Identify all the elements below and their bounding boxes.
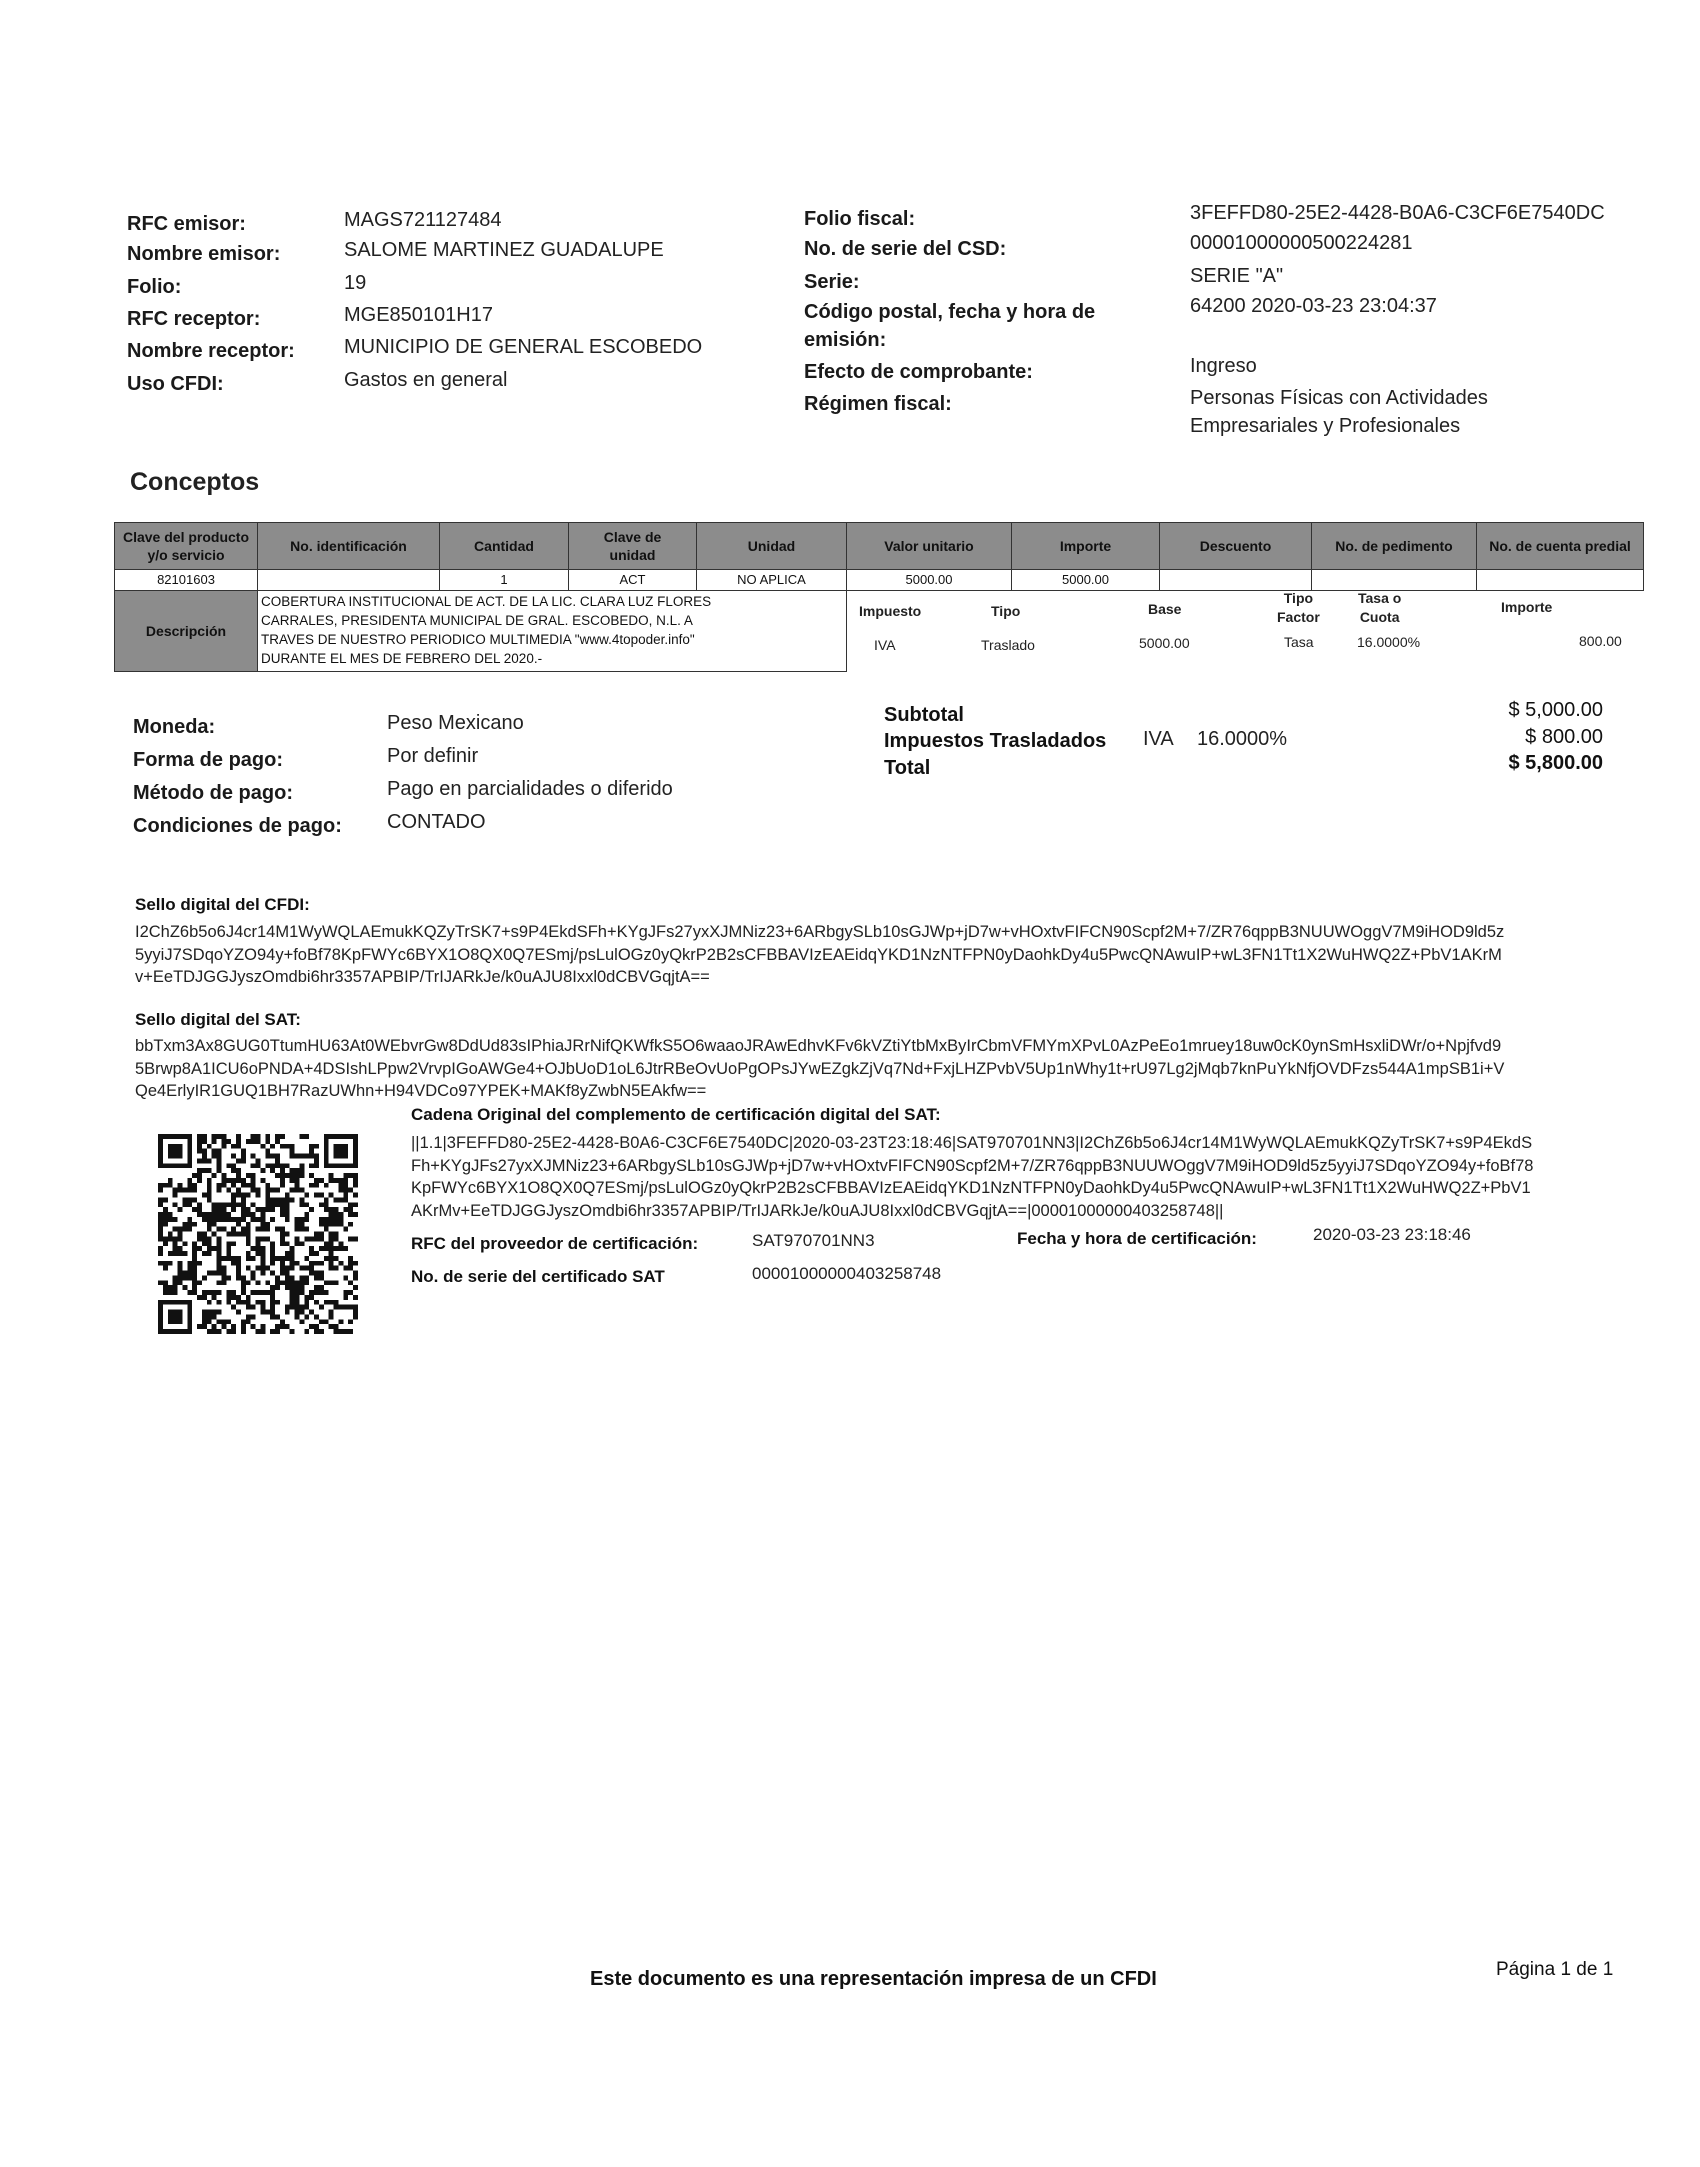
efecto-label: Efecto de comprobante: <box>804 361 1033 383</box>
concept-row <box>115 570 1644 591</box>
serie-csd-value: 00001000000500224281 <box>1190 232 1413 254</box>
uso-cfdi-label: Uso CFDI: <box>127 373 224 395</box>
cell-no-pedimento <box>1312 570 1477 591</box>
folio-value: 19 <box>344 272 367 294</box>
impuestos-tipo: IVA <box>1143 728 1174 750</box>
regimen-value <box>1190 384 1488 440</box>
cadena-line: AKrMv+EeTDJGGJyszOmdbi6hr3357APBIP/TrIJARkJe/k0uAJU8Ixxl0dCBVGqjtA==|00001000000403258748|| <box>411 1201 1224 1220</box>
descripcion-text <box>258 591 847 672</box>
cadena-line: Fh+KYgJFs27yxXJMNiz23+6ARbgySLb10sGJWp+jD7w+vHOxtvFIFCN90Scpf2M+7/ZR76qppB3NUUWOggV7M9iHOD9ld5z5yyiJ7SDqoYZO94y+foBf78 <box>411 1156 1534 1175</box>
th-clave-unidad-l2: unidad <box>609 547 656 563</box>
serie-certificado-label: No. de serie del certificado SAT <box>411 1267 665 1286</box>
tax-impuesto: IVA <box>874 637 896 653</box>
sello-cfdi-title: Sello digital del CFDI: <box>135 895 310 914</box>
metodo-pago-label: Método de pago: <box>133 782 293 804</box>
cell-no-identificacion <box>258 570 440 591</box>
th-clave-producto-l2: y/o servicio <box>147 547 225 563</box>
tax-h-base: Base <box>1148 601 1182 617</box>
sello-sat-title: Sello digital del SAT: <box>135 1010 301 1029</box>
descripcion-line: COBERTURA INSTITUCIONAL DE ACT. DE LA LIC. CLARA LUZ FLORES <box>261 594 712 609</box>
folio-fiscal-value: 3FEFFD80-25E2-4428-B0A6-C3CF6E7540DC <box>1190 202 1605 224</box>
codigo-postal-label-line1: Código postal, fecha y hora de <box>804 301 1096 323</box>
tax-tasa-cuota: 16.0000% <box>1357 634 1421 650</box>
rfc-proveedor-value: SAT970701NN3 <box>752 1231 875 1250</box>
nombre-emisor-label: Nombre emisor: <box>127 243 281 265</box>
folio-label: Folio: <box>127 276 182 298</box>
fecha-certificacion-value: 2020-03-23 23:18:46 <box>1313 1225 1471 1244</box>
uso-cfdi-row <box>127 369 767 405</box>
tax-h-tipo-factor <box>1277 591 1320 628</box>
sello-sat-line: 5Brwp8A1ICU6oPNDA+4DSIshLPpw2VrvpIGoAWGe4+OJbUoD1oL6JtrRBeOvUoPgOPsJYwEZgkZjVq7Nd+FxjLHZPvbV5Up1nWhy1t+rU97Lg2jMqb7knPuYkNfjOVDFzs544A1mpSB1i+V <box>135 1059 1505 1078</box>
forma-pago-row <box>133 745 833 781</box>
condiciones-pago-value: CONTADO <box>387 811 486 833</box>
cell-clave-producto: 82101603 <box>115 570 258 591</box>
th-valor-unitario: Valor unitario <box>847 523 1012 570</box>
rfc-receptor-value: MGE850101H17 <box>344 304 493 326</box>
cell-unidad: NO APLICA <box>697 570 847 591</box>
condiciones-pago-label: Condiciones de pago: <box>133 815 342 837</box>
subtotal-amount: $ 5,000.00 <box>1508 699 1603 721</box>
tax-h-tasa-cuota-l2: Cuota <box>1359 609 1400 625</box>
sello-sat-text <box>135 1021 1615 1103</box>
cadena-line: KpFWYc6BYX1O8QX0Q7ESmj/psLulOGz0yQkrP2B2sCFBBAVIzEAEidqYKD1NzNTFPN0yDaohkDy4u5PwcQNAwuIP+wL3FN1Tt1X2WuHWQ2Z+PbV1 <box>411 1179 1531 1197</box>
descripcion-line: CARRALES, PRESIDENTA MUNICIPAL DE GRAL. ESCOBEDO, N.L. A <box>261 613 693 628</box>
concepts-table <box>114 522 1644 672</box>
cadena-title: Cadena Original del complemento de certificación digital del SAT: <box>411 1105 941 1124</box>
page-number: Página 1 de 1 <box>1496 1959 1614 1980</box>
description-row <box>115 591 1644 672</box>
th-cantidad: Cantidad <box>440 523 569 570</box>
tax-tipo: Traslado <box>981 637 1035 653</box>
forma-pago-label: Forma de pago: <box>133 749 284 771</box>
concepts-header-row <box>115 523 1644 570</box>
footer-text: Este documento es una representación impresa de un CFDI <box>590 1968 1157 1990</box>
moneda-value: Peso Mexicano <box>387 712 524 734</box>
tax-h-tipo-factor-l2: Factor <box>1277 609 1320 625</box>
cell-clave-unidad: ACT <box>569 570 697 591</box>
nombre-receptor-label: Nombre receptor: <box>127 340 295 362</box>
tax-h-tasa-cuota <box>1358 591 1401 628</box>
conceptos-title: Conceptos <box>130 468 260 496</box>
nombre-receptor-row <box>127 336 767 372</box>
nombre-receptor-value: MUNICIPIO DE GENERAL ESCOBEDO <box>344 336 703 358</box>
tax-h-impuesto: Impuesto <box>859 603 922 619</box>
descripcion-label: Descripción <box>115 591 258 672</box>
metodo-pago-row <box>133 778 833 814</box>
subtotal-label: Subtotal <box>884 704 964 726</box>
cell-importe: 5000.00 <box>1012 570 1160 591</box>
efecto-value: Ingreso <box>1190 355 1257 377</box>
nombre-emisor-value: SALOME MARTINEZ GUADALUPE <box>344 239 664 261</box>
codigo-postal-label <box>804 298 1124 354</box>
tax-tipo-factor: Tasa <box>1284 634 1314 650</box>
moneda-row <box>133 712 833 748</box>
forma-pago-value: Por definir <box>387 745 479 767</box>
cadena-text <box>411 1132 1627 1222</box>
serie-csd-label: No. de serie del CSD: <box>804 238 1007 260</box>
tax-base: 5000.00 <box>1139 635 1190 651</box>
serie-certificado-value: 00001000000403258748 <box>752 1264 942 1283</box>
th-unidad: Unidad <box>697 523 847 570</box>
th-importe: Importe <box>1012 523 1160 570</box>
total-label: Total <box>884 757 931 779</box>
cell-descuento <box>1160 570 1312 591</box>
sello-cfdi-line: I2ChZ6b5o6J4cr14M1WyWQLAEmukKQZyTrSK7+s9P4EkdSFh+KYgJFs27yxXJMNiz23+6ARbgySLb10sGJWp+jD7w+vHOxtvFIFCN90Scpf2M+7/ZR76qppB3NUUWOggV7M9iHOD9ld5z <box>135 923 1505 941</box>
serie-value: SERIE "A" <box>1190 265 1284 287</box>
descripcion-line: DURANTE EL MES DE FEBRERO DEL 2020.- <box>261 651 543 666</box>
serie-label: Serie: <box>804 271 860 293</box>
rfc-proveedor-label: RFC del proveedor de certificación: <box>411 1234 699 1253</box>
regimen-value-line1: Personas Físicas con Actividades <box>1190 387 1488 409</box>
nombre-emisor-row <box>127 239 767 275</box>
cell-no-cuenta-predial <box>1477 570 1644 591</box>
condiciones-pago-row <box>133 811 833 847</box>
tax-h-tasa-cuota-l1: Tasa o <box>1358 590 1402 606</box>
tax-h-tipo-factor-l1: Tipo <box>1283 590 1314 606</box>
qr-code-icon <box>158 1134 358 1334</box>
th-no-identificacion: No. identificación <box>258 523 440 570</box>
sello-sat-line: bbTxm3Ax8GUG0TtumHU63At0WEbvrGw8DdUd83sIPhiaJRrNifQKWfkS5O6waaoJRAwEdhvKFv6kVZtiYtbMxByIrCbmVFMYmXPvL0AzPeEo1mruey18uw0cK0ynSmHsxliDWr/o+Npjfvd9 <box>135 1037 1502 1055</box>
fecha-certificacion-label: Fecha y hora de certificación: <box>1017 1229 1257 1248</box>
th-descuento: Descuento <box>1160 523 1312 570</box>
rfc-emisor-value: MAGS721127484 <box>344 209 502 231</box>
uso-cfdi-value: Gastos en general <box>344 369 508 391</box>
impuestos-tasa: 16.0000% <box>1197 728 1288 750</box>
cell-valor-unitario: 5000.00 <box>847 570 1012 591</box>
cell-cantidad: 1 <box>440 570 569 591</box>
metodo-pago-value: Pago en parcialidades o diferido <box>387 778 673 800</box>
th-clave-unidad <box>569 523 697 570</box>
moneda-label: Moneda: <box>133 716 216 738</box>
codigo-postal-label-line2: emisión: <box>804 329 887 351</box>
sello-cfdi-line: 5yyiJ7SDqoYZO94y+foBf78KpFWYc6BYX1O8QX0Q7ESmj/psLulOGz0yQkrP2B2sCFBBAVIzEAEidqYKD1NzNTFPN0yDaohkDy4u5PwcQNAwuIP+wL3FN1Tt1X2WuHWQ2Z+PbV1AKrM <box>135 945 1502 964</box>
th-clave-unidad-l1: Clave de <box>603 529 662 545</box>
impuestos-label: Impuestos Trasladados <box>884 730 1107 752</box>
rfc-emisor-label: RFC emisor: <box>127 213 246 235</box>
th-no-pedimento: No. de pedimento <box>1312 523 1477 570</box>
tax-breakdown <box>847 591 1644 672</box>
tax-h-tipo: Tipo <box>991 603 1021 619</box>
sello-sat-line: Qe4ErlyIR1GUQ1BH7RazUWhn+H94VDCo97YPEK+MAKf8yZwbN5EAkfw== <box>135 1082 707 1100</box>
regimen-label: Régimen fiscal: <box>804 393 952 415</box>
sello-cfdi-text <box>135 907 1615 989</box>
folio-fiscal-label: Folio fiscal: <box>804 208 916 230</box>
th-no-cuenta-predial: No. de cuenta predial <box>1477 523 1644 570</box>
cadena-line: ||1.1|3FEFFD80-25E2-4428-B0A6-C3CF6E7540DC|2020-03-23T23:18:46|SAT970701NN3|I2ChZ6b5o6J4cr14M1WyWQLAEmukKQZyTrSK7+s9P4EkdS <box>411 1134 1533 1152</box>
sello-cfdi-line: v+EeTDJGGJyszOmdbi6hr3357APBIP/TrIJARkJe/k0uAJU8Ixxl0dCBVGqjtA== <box>135 968 710 986</box>
th-clave-producto-l1: Clave del producto <box>122 529 250 545</box>
tax-h-importe: Importe <box>1501 599 1553 615</box>
th-clave-producto <box>115 523 258 570</box>
descripcion-line: TRAVES DE NUESTRO PERIODICO MULTIMEDIA "www.4topoder.info" <box>261 632 695 647</box>
total-amount: $ 5,800.00 <box>1508 752 1603 774</box>
impuestos-amount: $ 800.00 <box>1525 726 1603 748</box>
codigo-postal-value: 64200 2020-03-23 23:04:37 <box>1190 295 1437 317</box>
rfc-receptor-label: RFC receptor: <box>127 308 261 330</box>
tax-importe: 800.00 <box>1579 633 1622 649</box>
regimen-value-line2: Empresariales y Profesionales <box>1190 415 1461 437</box>
